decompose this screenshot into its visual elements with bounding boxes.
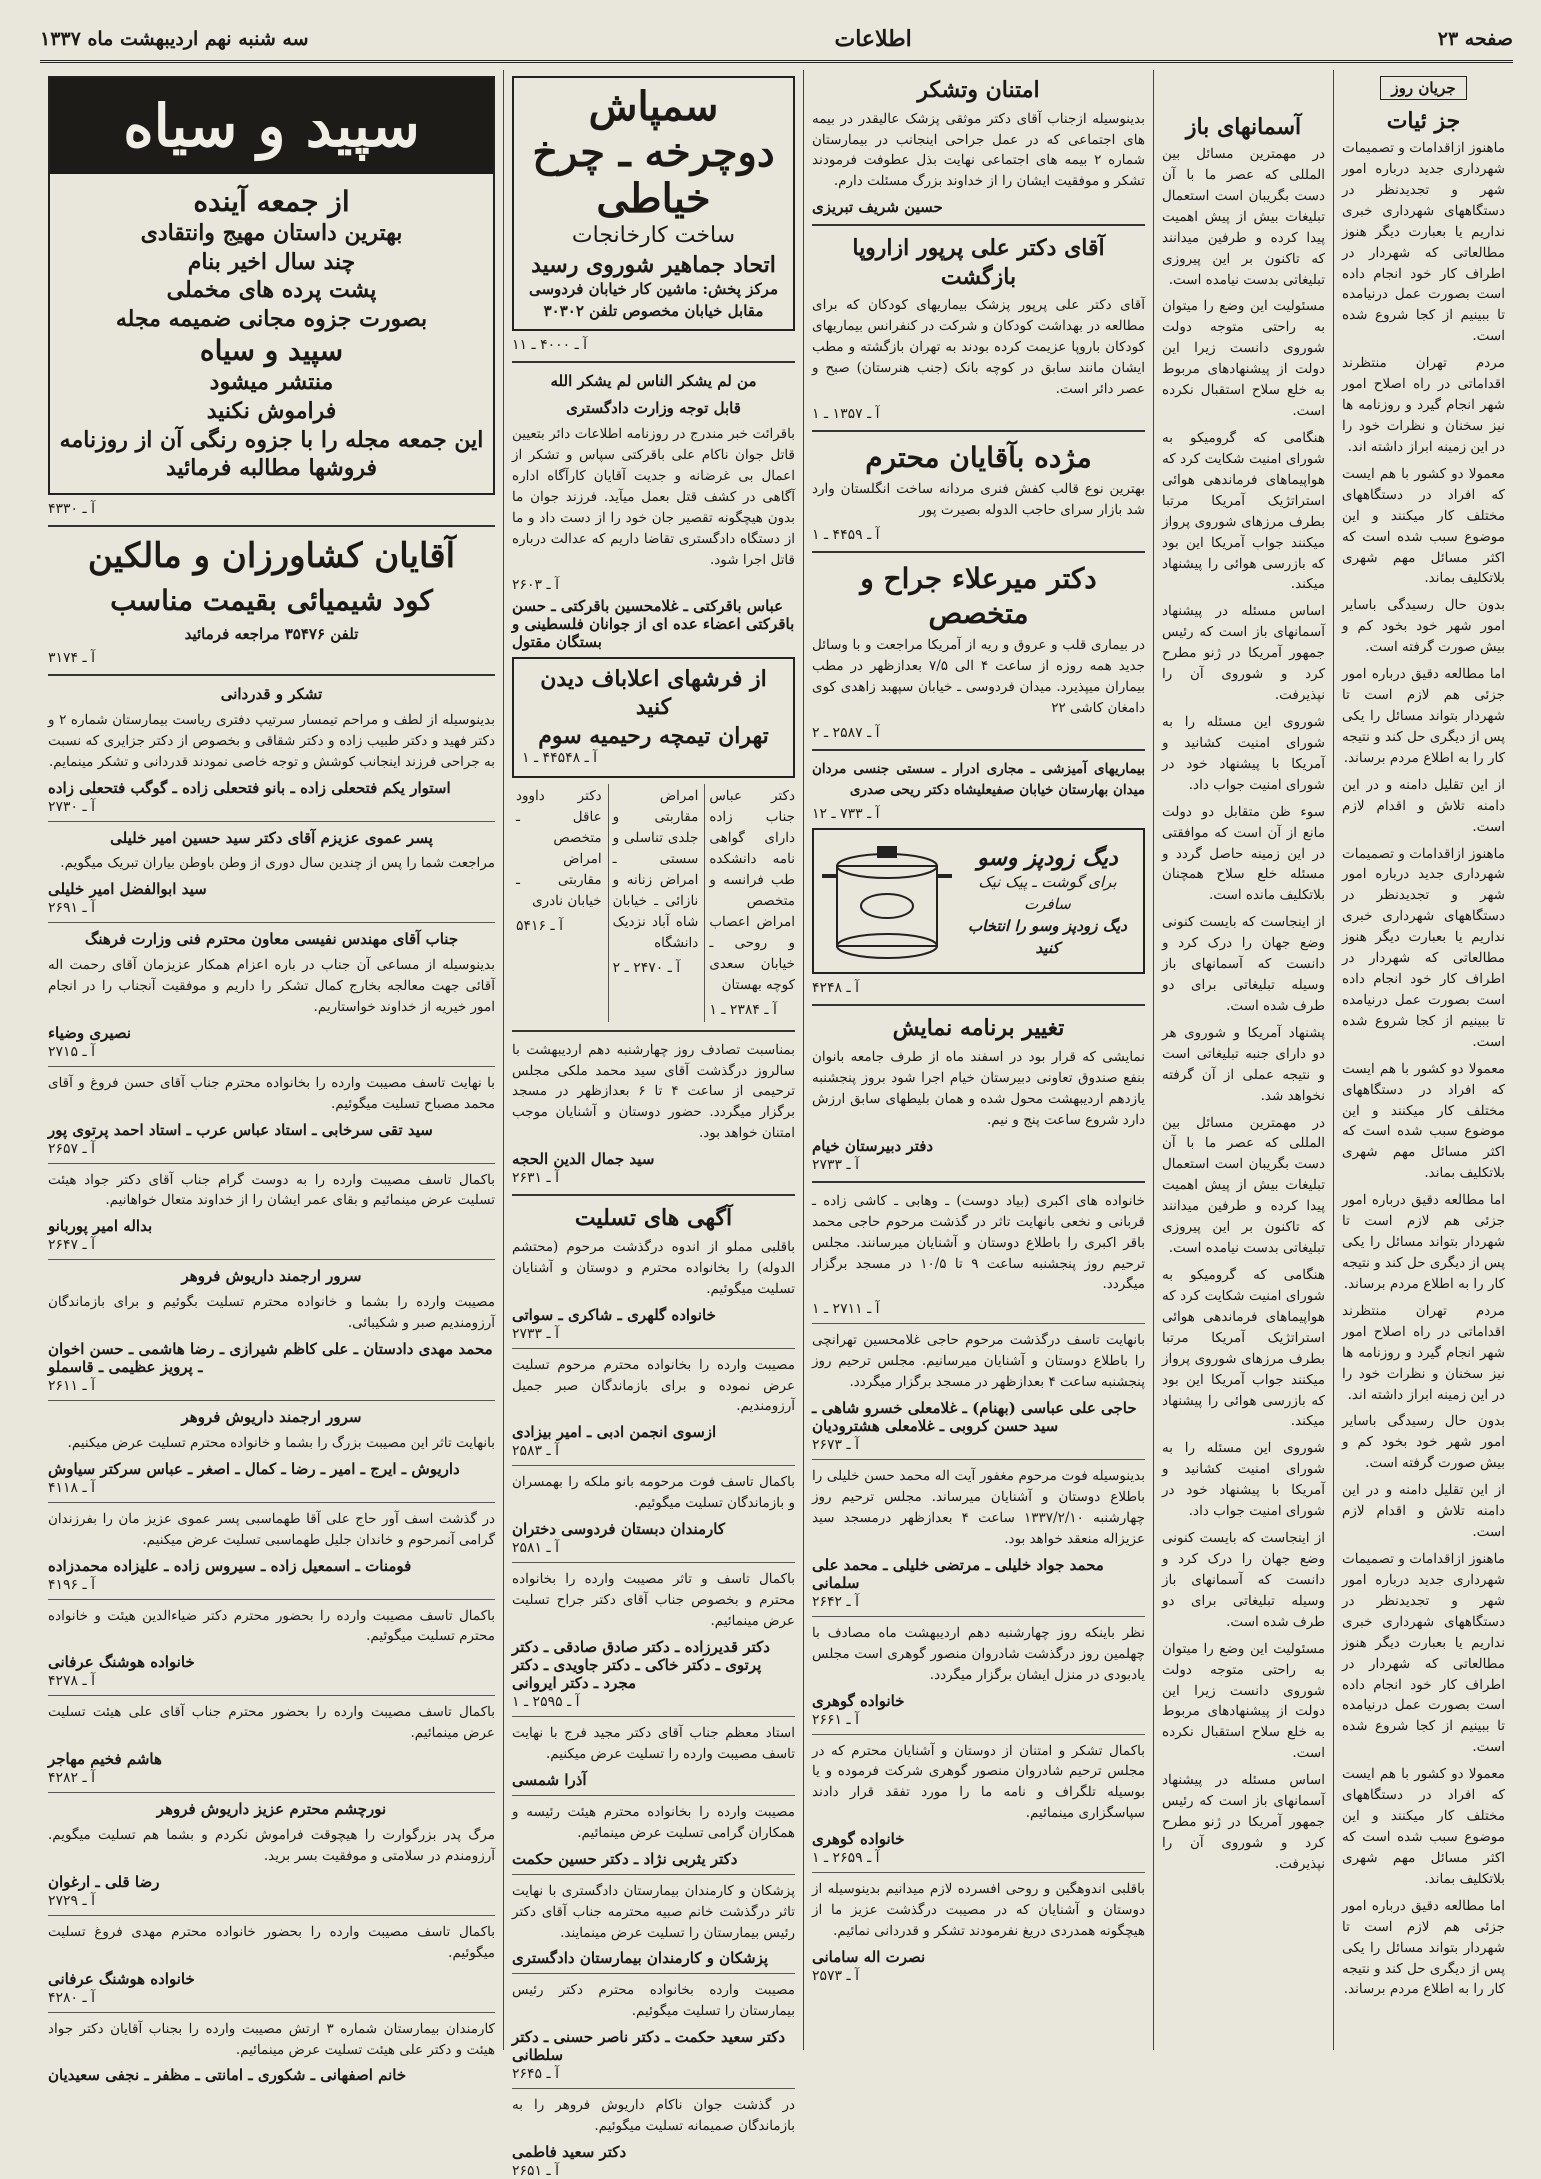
ad-text: نظر باینکه روز چهارشنبه دهم اردیبهشت ماه مصادف با چهلمین روز درگذشت شادروان منصور گوهری است مجلس یادبودی در منزل ایشان برگزار میگردد.: [812, 1624, 1145, 1683]
paragraph: معمولا دو کشور با هم ایست که افراد در دستگاههای مختلف کار میکنند و این موضوع سبب شده است که اکثر مسائل مهم شهری بلاتکلیف بماند.: [1342, 1766, 1505, 1887]
ad-signature: محمد مهدی دادستان ـ علی کاظم شیرازی ـ رضا هاشمی ـ حسن اخوان ـ پرویز عظیمی ـ قاسملو: [48, 1339, 493, 1376]
ad-signature: پزشکان و کارمندان بیمارستان دادگستری: [512, 1949, 769, 1968]
ad-code: آ ـ ۲۵۸۱: [512, 1540, 559, 1557]
section-title: آگهی های تسلیت: [574, 1205, 733, 1232]
ad-text: باقلبی اندوهگین و روحی افسرده لازم میدانیم بدینوسیله از دوستان و آشنایان که در مصیبت درگذشت عزیز ما از هیچگونه همدردی دریغ نفرمودند تشکر و قدردانی نمائیم.: [812, 1881, 1145, 1940]
paragraph: مردم تهران منتظرند اقداماتی در راه اصلاح امور شهر انجام گیرد و روزنامه ها نیز سخنان و نظرات خود را در این زمینه ابراز داشته اند.: [1342, 355, 1505, 455]
ad-code: آ ـ ۲۶۴۷: [48, 1237, 95, 1254]
ad-signature: نصرت اله سامانی: [812, 1948, 926, 1967]
ad-text: بانهایت تاسف درگذشت مرحوم حاجی غلامحسین تهرانچی را باطلاع دوستان و آشنایان میرسانیم. مجلس ترحیم روز پنجشنبه ساعت ۴ بعدازظهر در مسجد برگزار میگردد.: [812, 1332, 1145, 1391]
ad-signature: سید ابوالفضل امیر خلیلی: [48, 880, 207, 899]
ad-signature: ازسوی انجمن ادبی ـ امیر بیزادی: [512, 1423, 717, 1442]
ad-text: دکتر داوود عاقل ـ متخصص امراض مقاربتی ـ خیابان نادری: [515, 788, 602, 910]
ad-signature: دکتر سعید فاطمی: [512, 2143, 627, 2162]
ad-code: آ ـ ۲۶۴۵: [512, 2066, 559, 2083]
ad-signature: کارمندان دبستان فردوسی دختران: [512, 1520, 725, 1539]
ad-line: بصورت جزوه مجانی ضمیمه مجله: [115, 305, 428, 332]
paragraph: بدون حال رسیدگی باسایر امور شهر خود بخود کم و بیش صورت گرفته است.: [1342, 597, 1505, 656]
ad-code: آ ـ ۲۶۵۷: [48, 1140, 95, 1157]
ad-signature: حاجی علی عباسی (بهنام) ـ غلامعلی خسرو شاهی ـ سید حسن کروبی ـ غلامعلی هشترودیان: [812, 1399, 1137, 1436]
paragraph: ماهنوز ازاقدامات و تصمیمات شهرداری جدید درباره امور شهر و تجدیدنظر در دستگاههای شهرداری خبری نداریم یا بعبارت دیگر هنوز مطالعاتی که شهردار در اطراف کار خود انجام داده است بصورت عمل درنیامده تا ببینیم از کجا شروع شده است.: [1342, 845, 1505, 1050]
ad-signature: داریوش ـ ایرج ـ امیر ـ رضا ـ کمال ـ اصغر ـ عباس سرکتر سیاوش: [48, 1459, 460, 1478]
ad-text: باقرائت خبر مندرج در روزنامه اطلاعات دائر بتعیین قاتل جوان ناکام علی باقرکتی سپاس و تشکر از اعمال بی غرضانه و جدیت آقایان کارآگاه اداره آگاهی در کشف قتل بعمل میآید. فرزند جوان ما بدون هیچگونه تقصیر جان خود را از دست داد و ما از دستگاه دادگستری تقاضا داریم که عدالت درباره قاتل اجرا شود.: [512, 426, 795, 568]
paragraph: اساس مسئله در پیشنهاد آسمانهای باز است که رئیس جمهور آمریکا در ژنو مطرح کرد و شوروی آن را نپذیرفت.: [1162, 603, 1325, 704]
ad-text: امراض مقاربتی و جلدی تناسلی و سستی ـ امراض زنانه و نازائی ـ خیابان شاه آباد نزدیک دانشگاه: [612, 788, 699, 951]
ad-signature: خانواده گلهری ـ شاکری ـ سواتی: [512, 1305, 716, 1324]
ad-text: مراجعت شما را پس از چندین سال دوری از وطن باوطن بیاران تبریک میگویم.: [60, 855, 495, 872]
paragraph: از اینجاست که بایست کنونی وضع جهان را درک کرد و دانست که آسمانهای باز وسیله تبلیغاتی برای دو طرف شده است.: [1162, 914, 1325, 1014]
ad-title: سمپاش: [588, 83, 719, 130]
ad-code: آ ـ ۲۷۳۳: [512, 1325, 559, 1342]
paragraph: معمولا دو کشور با هم ایست که افراد در دستگاههای مختلف کار میکنند و این موضوع سبب شده است که اکثر مسائل مهم شهری بلاتکلیف بماند.: [1342, 465, 1505, 587]
pressure-cooker-ad: [812, 828, 1145, 974]
magazine-logo: سپید و سیاه: [50, 78, 493, 174]
ad-line: از فرشهای اعلاباف دیدن کنید: [540, 665, 767, 721]
doctor-ads-row: [512, 784, 795, 1021]
ad-title: دکتر میرعلاء جراح و متخصص: [860, 561, 1097, 630]
ad-signature: استوار یکم فتحعلی زاده ـ بانو فتحعلی زاده ـ گوگب فتحعلی زاده: [48, 778, 451, 797]
ad-title: سرور ارجمند داریوش فروهر: [181, 1267, 362, 1286]
ad-subtitle: قابل توجه وزارت دادگستری: [566, 399, 741, 418]
column-ads-1: [803, 70, 1153, 2050]
ad-text: مصیبت وارده را بشما و خانواده محترم تسلیت بگوئیم و برای بازماندگان آرزومندیم صبر و شکیبائی.: [48, 1294, 495, 1332]
ad-text: پزشکان و کارمندان بیمارستان دادگستری با نهایت تاثر درگذشت خانم صبیه محترمه جناب آقای دکتر رئیس بیمارستان را تسلیت عرض مینمایند.: [512, 1882, 795, 1941]
ad-line: فراموش نکنید: [206, 397, 337, 424]
ad-text: باکمال تشکر و امتنان از دوستان و آشنایان محترم که در مجلس ترحیم شادروان منصور گوهری شرکت فرموده و یا بوسیله تلگراف و نامه ما را مورد تفقد قرار دادند سپاسگزاری مینمائیم.: [812, 1742, 1145, 1822]
ad-code: آ ـ ۳۱۷۴: [48, 650, 95, 666]
ad-code: آ ـ ۲۴۷۰ ـ ۲: [612, 959, 681, 976]
ad-code: آ ـ ۴۱۱۸: [48, 1479, 95, 1496]
ad-line: دوچرخه ـ چرخ خیاطی: [532, 129, 775, 222]
ad-line: بهترین داستان مهیج وانتقادی: [140, 220, 403, 246]
ad-signature: دفتر دبیرستان خیام: [812, 1136, 934, 1155]
ad-code: آ ـ ۲۶۰۳: [512, 576, 559, 593]
columns: [40, 70, 1513, 2179]
ad-line: چند سال اخیر بنام: [187, 248, 356, 275]
ad-text: مرگ پدر بزرگوارت را هیچوقت فراموش نکردم و بشما هم تسلیت میگویم. آرزومندم در سلامتی و موفقیت بسر برید.: [48, 1826, 495, 1864]
ad-code: آ ـ ۲۶۹۱: [48, 900, 95, 917]
pressure-cooker-icon: [822, 836, 952, 966]
ad-title: نورچشم محترم عزیز داریوش فروهر: [156, 1800, 387, 1819]
ad-code: آ ـ ۴۲۸۰: [48, 1989, 95, 2006]
ad-code: آ ـ ۴۲۴۸: [812, 980, 859, 997]
ad-text: بدینوسیله از لطف و مراحم تیمسار سرتیپ دفتری ریاست بیمارستان شماره ۲ و دکتر فهید و دکتر طبیب زاده و دکتر شقاقی و بخصوص از دکتر جزایری که نسبت به جراحی فرزند اینجانب کوشش و توجه خاصی نمودند قدردانی و تشکر مینمایم.: [48, 711, 495, 770]
paragraph: از این تقلیل دامنه و در این دامنه تلاش و اقدام لازم است.: [1342, 1482, 1505, 1541]
ad-code: آ ـ ۲۳۸۴ ـ ۱: [709, 1001, 777, 1018]
ad-text: باکمال تاسف فوت مرحومه بانو ملکه را بهمسران و بازماندگان تسلیت میگوئیم.: [512, 1474, 795, 1512]
ad-code: آ ـ ۵۴۱۶: [515, 917, 563, 934]
ad-text: بدینوسیله از مساعی آن جناب در باره اعزام همکار عزیزمان آقای رحمت اله آقائی جهت معالجه بخارج کمال تشکر را داریم و موفقیت آنجناب را در انجام امور خیریه از خداوند خواستاریم.: [48, 956, 495, 1015]
ad-code: آ ـ ۴۰۰۰ ـ ۱۱: [512, 336, 588, 353]
column-ads-2: [503, 70, 803, 2179]
ad-code: آ ـ ۲۵۷۳: [812, 1968, 859, 1985]
ad-line: این جمعه مجله را با جزوه رنگی آن از روزنامه فروشها مطالبه فرمائید: [59, 426, 484, 482]
ad-line: پشت پرده های مخملی: [166, 277, 377, 304]
ad-code: آ ـ ۲۷۲۹: [48, 1892, 95, 1909]
ad-code: آ ـ ۲۶۵۹ ـ ۱: [812, 1850, 880, 1867]
ad-code: آ ـ ۷۳۳ ـ ۱۲: [812, 806, 880, 823]
ad-signature: هاشم فخیم مهاجر: [48, 1750, 162, 1769]
ad-text: بانهایت تاثر این مصیبت بزرگ را بشما و خانواده محترم تسلیت عرض میکنیم.: [67, 1434, 495, 1451]
ad-text: نمایشی که قرار بود در اسفند ماه از طرف جامعه بانوان بنفع صندوق تعاونی دبیرستان خیام اجرا شود بروز پنجشنبه یازدهم اردیبهشت محول شده و همان بلیطهای سابق ارزش دارد شروع ساعت پنج و نیم.: [812, 1049, 1145, 1128]
ad-text: در گذشت جوان ناکام داریوش فروهر را به بازماندگان صمیمانه تسلیت میگوئیم.: [512, 2097, 795, 2135]
ad-line: اتحاد جماهیر شوروی رسید: [531, 251, 776, 278]
ad-text: خانواده های اکبری (بیاد دوست) ـ وهابی ـ کاشی زاده ـ قربانی و نخعی بانهایت تاثر در گذشت مرحوم حاجی محمد باقر اکبری را باطلاع دوستان و آشنایان میرسانند. مجلس ترحیم روز پنجشنبه ساعت ۹ تا ۱۰/۵ در مسجد برگزار میگردد.: [812, 1192, 1146, 1293]
ad-signature: خانواده هوشنگ عرفانی: [48, 1969, 195, 1988]
ad-line: دیگ زودپز وسو: [977, 844, 1118, 871]
column-jozeiyat: [1333, 70, 1513, 2050]
paragraph: بدون حال رسیدگی باسایر امور شهر خود بخود کم و بیش صورت گرفته است.: [1342, 1413, 1505, 1472]
ad-signature: دکتر یثربی نژاد ـ دکتر حسین حکمت: [512, 1849, 738, 1868]
paragraph: اما مطالعه دقیق درباره امور جزئی هم لازم است تا شهردار بتواند مسائل را یکی پس از دیگری حل کند و نتیجه کار را به اطلاع مردم برساند.: [1342, 666, 1505, 766]
ad-code: آ ـ ۲۷۱۵: [48, 1043, 95, 1060]
sewing-machine-ad: [512, 76, 795, 331]
ad-text: باقلبی مملو از اندوه درگذشت مرحوم (محتشم الدوله) را بخانواده محترم و دوستان و آشنایان تسلیت میگوئیم.: [512, 1238, 795, 1297]
ad-code: آ ـ ۲۶۳۱: [512, 1170, 559, 1187]
ad-line: منتشر میشود: [209, 369, 334, 396]
ad-heading: از جمعه آینده: [193, 185, 350, 218]
ad-text: کارمندان بیمارستان شماره ۳ ارتش مصیبت وارده را بجناب آقایان دکتر جواد هیئت و دکتر علی هیئت تسلیت عرض مینمائیم.: [48, 2020, 495, 2058]
ad-title: مژده بآقایان محترم: [865, 441, 1092, 475]
ad-title: امتنان وتشکر: [917, 77, 1040, 103]
ad-code: آ ـ ۲۵۸۳: [512, 1443, 559, 1460]
ad-title: تغییر برنامه نمایش: [892, 1015, 1065, 1042]
ad-title: پسر عموی عزیزم آقای دکتر سید حسین امیر خلیلی: [110, 828, 433, 847]
column-title: جز ئیات: [1386, 108, 1461, 134]
paragraph: شوروی این مسئله را به شورای امنیت کشانید و آمریکا با پیشنهاد خود در شورای امنیت جواب داد.: [1162, 713, 1325, 793]
ad-line: تهران تیمچه رحیمیه سوم: [538, 722, 769, 749]
ad-text: بمناسبت تصادف روز چهارشنبه دهم اردیبهشت با سالروز درگذشت آقای سید محمد ملکی مجلس ترحیمی از ساعت ۴ تا ۶ بعدازظهر در مسجد برگزار میگردد. حضور دوستان و آشنایان موجب امتنان خواهد بود.: [512, 1041, 796, 1142]
ad-line: برای گوشت ـ پیک نیک: [978, 873, 1117, 892]
paragraph: هنگامی که گرومیکو به شورای امنیت شکایت کرد که هواپیماهای فرماندهی هوائی استراتژیک آمریکا مرتبا بطرف مرزهای شوروی پرواز میکنند جواب آمریکا این بود که بازرسی هوائی را پیشنهاد میکند.: [1162, 1267, 1325, 1430]
ad-code: آ ـ ۴۴۵۹ ـ ۱: [812, 526, 880, 543]
ad-title: سرور ارجمند داریوش فروهر: [181, 1407, 362, 1426]
ad-signature: محمد جواد خلیلی ـ مرتضی خلیلی ـ محمد علی سلمانی: [812, 1555, 1104, 1592]
carpet-ad: [512, 657, 795, 779]
ad-text: مصیبت وارده را بخانواده محترم هیئت رئیسه و همکاران گرامی تسلیت عرض مینمائیم.: [512, 1803, 795, 1841]
ad-code: آ ـ ۲۷۳۰: [48, 798, 95, 815]
ad-line: کود شیمیائی بقیمت مناسب: [110, 584, 433, 618]
paragraph: ماهنوز ازاقدامات و تصمیمات شهرداری جدید درباره امور شهر و تجدیدنظر در دستگاههای شهرداری خبری نداریم یا بعبارت دیگر هنوز مطالعاتی که شهردار در اطراف کار خود انجام داده است بصورت عمل درنیامده تا ببینیم از کجا شروع شده است.: [1342, 140, 1505, 345]
paragraph: ماهنوز ازاقدامات و تصمیمات شهرداری جدید درباره امور شهر و تجدیدنظر در دستگاههای شهرداری خبری نداریم یا بعبارت دیگر هنوز مطالعاتی که شهردار در اطراف کار خود انجام داده است بصورت عمل درنیامده تا ببینیم از کجا شروع شده است.: [1342, 1551, 1505, 1756]
ad-line: دیگ زودپز وسو را انتخاب کنید: [967, 916, 1127, 957]
ad-title: جناب آقای مهندس نفیسی معاون محترم فنی وزارت فرهنگ: [84, 930, 459, 949]
paragraph: از این تقلیل دامنه و در این دامنه تلاش و اقدام لازم است.: [1342, 776, 1505, 835]
paragraph: معمولا دو کشور با هم ایست که افراد در دستگاههای مختلف کار میکنند و این موضوع سبب شده است که اکثر مسائل مهم شهری بلاتکلیف بماند.: [1342, 1060, 1505, 1182]
ad-code: آ ـ ۴۳۳۰: [48, 500, 95, 517]
ad-code: آ ـ ۴۲۷۸: [48, 1673, 95, 1690]
ad-code: آ ـ ۲۶۷۳: [812, 1437, 859, 1454]
ad-code: آ ـ ۲۶۶۱: [812, 1711, 859, 1728]
ad-text: باکمال تاسف مصیبت وارده را بحضور محترم دکتر ضیاءالدین هیئت و خانواده محترم تسلیت میگوئیم.: [48, 1607, 495, 1645]
ad-text: بدینوسیله ازجناب آقای دکتر موثقی پزشک عالیقدر در بیمه های اجتماعی که در عمل جراحی اینجانب در بیمارستان شماره ۲ بیمه های اجتماعی نهایت بذل عطوفت فرمودند تشکر و موفقیت ایشان را از خداوند بزرگ مسئلت دارم.: [812, 110, 1145, 190]
ad-code: آ ـ ۲۵۹۵ ـ ۱: [512, 1693, 580, 1710]
paragraph: در مهمترین مسائل بین المللی که عصر ما با آن دست بگریبان است استعمال تبلیغات بیش از پیش اهمیت پیدا کرده و طرفین میدانند که تاکنون بر این پیروزی تبلیغاتی بدست نیامده است.: [1162, 1114, 1325, 1257]
ad-title: من لم یشکر الناس لم یشکر الله: [550, 371, 757, 390]
ad-signature: دکتر قدیرزاده ـ دکتر صادق صادقی ـ دکتر پرتوی ـ دکتر خاکی ـ دکتر جاویدی ـ دکتر مجرد ـ دکتر ایروانی: [512, 1637, 770, 1692]
ad-title: تشکر و قدردانی: [220, 685, 323, 703]
ad-text: بهترین نوع قالب کفش فنری مردانه ساخت انگلستان وارد شد بازار سرای حاجب الدوله بصیرت پور: [812, 481, 1145, 518]
ad-code: آ ـ ۲۵۸۷ ـ ۲: [812, 724, 880, 741]
paragraph: مردم تهران منتظرند اقداماتی در راه اصلاح امور شهر انجام گیرد و روزنامه ها نیز سخنان و نظرات خود را در این زمینه ابراز داشته اند.: [1342, 1302, 1505, 1403]
section-kicker: جریان روز: [1380, 76, 1466, 100]
ad-text: باکمال تاسف مصیبت وارده را بحضور خانواده محترم مهدی فروغ تسلیت میگوئیم.: [48, 1923, 495, 1961]
ad-code: آ ـ ۴۱۹۶: [48, 1576, 95, 1593]
ad-text: با نهایت تاسف مصیبت وارده را بخانواده محترم جناب آقای حسن فروغ و آقای محمد مصباح تسلیت میگوئیم.: [48, 1074, 495, 1112]
paragraph: اما مطالعه دقیق درباره امور جزئی هم لازم است تا شهردار بتواند مسائل را یکی پس از دیگری حل کند و نتیجه کار را به اطلاع مردم برساند.: [1342, 1897, 1505, 1998]
ad-text: در بیماری قلب و عروق و ریه از آمریکا مراجعت و با وسائل جدید همه روزه از ساعت ۴ الی ۷/۵ بعدازظهر در مطب بیماران میپذیرد. میدان فردوسی ـ خیابان سپهبد زاهدی کوی دامغان کاشی ۲۲: [812, 636, 1145, 716]
ad-code: آ ـ ۲۷۱۱ ـ ۱: [812, 1301, 880, 1318]
ad-text: باکمال تاسف مصیبت وارده را به دوست گرام جناب آقای دکتر جواد هیئت تسلیت عرض مینمائیم و بقای عمر ایشان را از خداوند متعال خواهانیم.: [48, 1171, 495, 1209]
column-ads-3: [40, 70, 503, 2085]
newspaper-name: اطلاعات: [834, 26, 912, 52]
ad-signature: خانواده گوهری: [812, 1691, 905, 1710]
paragraph: مسئولیت این وضع را میتوان به راحتی متوجه دولت شوروی دانست زیرا این دولت از پیشنهادهای مربوط به خلع سلاح استقبال نکرده است.: [1162, 298, 1325, 420]
ad-signature: خانواده هوشنگ عرفانی: [48, 1653, 195, 1672]
ad-text: بیماریهای آمیزشی ـ مجاری ادرار ـ سستی جنسی مردان میدان بهارستان خیابان صفیعلیشاه دکتر ریحی صدری: [812, 760, 1145, 798]
ad-title: آقایان کشاورزان و مالکین: [87, 535, 456, 576]
ad-signature: حسین شریف تبریزی: [812, 198, 943, 217]
ad-code: آ ـ ۲۷۳۳: [812, 1156, 859, 1173]
ad-text: استاد معظم جناب آقای دکتر مجید فرج با نهایت تاسف مصیبت وارده را تسلیت عرض میکنیم.: [512, 1724, 795, 1762]
ad-line: ساخت کارخانجات: [571, 223, 736, 248]
ad-line: مرکز پخش: ماشین کار خیابان فردوسی مقابل خیابان مخصوص تلفن ۳۰۳۰۲: [528, 280, 778, 320]
masthead: [40, 18, 1513, 63]
ad-text: باکمال تاسف مصیبت وارده را بحضور محترم جناب آقای علی هیئت تسلیت عرض مینمائیم.: [48, 1704, 495, 1742]
ad-signature: دکتر سعید حکمت ـ دکتر ناصر حسنی ـ دکتر سلطانی: [512, 2028, 786, 2065]
ad-title: آقای دکتر علی پرپور ازاروپا بازگشت: [852, 235, 1105, 290]
ad-code: آ ـ ۲۶۴۲: [812, 1593, 859, 1610]
ad-code: آ ـ ۴۴۵۴۸ ـ ۱: [522, 750, 598, 767]
ad-signature: سید تقی سرخابی ـ استاد عباس عرب ـ استاد احمد پرتوی پور: [48, 1120, 433, 1139]
ad-text: بدینوسیله فوت مرحوم مغفور آیت اله محمد حسن خلیلی را باطلاع دوستان و آشنایان میرساند. مجلس ترحیم روز چهارشنبه ۱۳۳۷/۲/۱۰ ساعت ۴ بعدازظهر درمسجد سید عزیزاله منعقد خواهد بود.: [812, 1468, 1145, 1547]
paragraph: مسئولیت این وضع را میتوان به راحتی متوجه دولت شوروی دانست زیرا این دولت از پیشنهادهای مربوط به خلع سلاح استقبال نکرده است.: [1162, 1640, 1325, 1762]
ad-text: در گذشت اسف آور حاج علی آقا طهماسبی پسر عموی عزیز مان را بفرزندان گرامی آنمرحوم و خاندان جلیل طهماسبی تسلیت عرض میکنیم.: [48, 1510, 495, 1548]
ad-signature: نصیری وضیاء: [48, 1023, 132, 1042]
paragraph: سوء ظن متقابل دو دولت مانع از آن است که موافقتی در این زمینه حاصل گردد و مسئله خلع سلاح همچنان بلاتکلیف مانده است.: [1162, 803, 1325, 904]
ad-line: سپید و سیاه: [199, 334, 344, 368]
paragraph: اما مطالعه دقیق درباره امور جزئی هم لازم است تا شهردار بتواند مسائل را یکی پس از دیگری حل کند و نتیجه کار را به اطلاع مردم برساند.: [1342, 1192, 1505, 1292]
paragraph: شوروی این مسئله را به شورای امنیت کشانید و آمریکا با پیشنهاد خود در شورای امنیت جواب داد.: [1162, 1440, 1325, 1520]
paragraph: هنگامی که گرومیکو به شورای امنیت شکایت کرد که هواپیماهای فرماندهی هوائی استراتژیک آمریکا مرتبا بطرف مرزهای شوروی پرواز میکنند جواب آمریکا این بود که بازرسی هوائی را پیشنهاد میکند.: [1162, 429, 1325, 593]
ad-text: دکتر عباس جناب زاده دارای گواهی نامه دانشکده طب فرانسه و متخصص امراض اعصاب و روحی ـ خیابان سعدی کوچه بهستان: [709, 788, 795, 993]
ad-signature: سید جمال الدین الحجه: [512, 1150, 655, 1169]
issue-date: سه شنبه نهم اردیبهشت ماه ۱۳۳۷: [40, 28, 309, 50]
ad-signature: عباس باقرکتی ـ غلامحسین باقرکتی ـ حسن باقرکتی اعضاء عده ای از جوانان فلسطینی و بستگان مقتول: [512, 596, 795, 651]
ad-signature: خانم اصفهانی ـ شکوری ـ امانتی ـ مظفر ـ نجفی سعیدیان: [48, 2066, 407, 2085]
ad-line: تلفن ۳۵۴۷۶ مراجعه فرمائید: [184, 625, 359, 644]
ad-text: باکمال تاسف و تاثر مصیبت وارده را بخانواده محترم و بخصوص جناب آقای دکتر جراح تسلیت عرض مینمائیم.: [512, 1571, 795, 1630]
ad-text: مصیبت وارده را بخانواده محترم مرحوم تسلیت عرض نموده و برای بازماندگان صبر جمیل آرزومندیم.: [512, 1356, 795, 1415]
ad-code: آ ـ ۴۲۸۲: [48, 1770, 95, 1787]
ad-code: آ ـ ۲۶۱۱: [48, 1377, 95, 1394]
ad-code: آ ـ ۱۳۵۷ ـ ۱: [812, 406, 880, 423]
ad-signature: بداله امیر پوربانو: [48, 1217, 153, 1236]
ad-signature: آذرا شمسی: [512, 1770, 587, 1789]
ad-signature: رضا قلی ـ ارغوان: [48, 1872, 160, 1891]
ad-text: آقای دکتر علی پرپور پزشک بیماریهای کودکان که برای مطالعه در بهداشت کودکان و شرکت در کنفرانس بیماریهای کودکان باروپا عزیمت کرده بودند به تهران بازگشته و مطب ایشان مانند سابق در کوچه بانک (جنب هنرستان) صبح و عصر دائر است.: [812, 297, 1145, 398]
column-open-skies: [1153, 70, 1333, 2050]
paragraph: در مهمترین مسائل بین المللی که عصر ما با آن دست بگریبان است استعمال تبلیغات بیش از پیش اهمیت پیدا کرده و طرفین میدانند که تاکنون بر این پیروزی تبلیغاتی بدست نیامده است.: [1162, 146, 1325, 288]
page-number: صفحه ۲۳: [1437, 28, 1513, 50]
magazine-ad: [48, 76, 495, 495]
ad-signature: خانواده گوهری: [812, 1830, 905, 1849]
paragraph: از اینجاست که بایست کنونی وضع جهان را درک کرد و دانست که آسمانهای باز وسیله تبلیغاتی برای دو طرف شده است.: [1162, 1530, 1325, 1630]
paragraph: پشنهاد آمریکا و شوروی هر دو دارای جنبه تبلیغاتی است و نتیجه عملی از آن گرفته نخواهد شد.: [1162, 1024, 1325, 1104]
ad-code: آ ـ ۲۶۵۱: [512, 2163, 559, 2179]
column-title: آسمانهای باز: [1185, 114, 1302, 140]
ad-text: مصیبت وارده بخانواده محترم دکتر رئیس بیمارستان را تسلیت میگوئیم.: [512, 1982, 795, 2020]
ad-line: سافرت: [1024, 895, 1071, 913]
paragraph: اساس مسئله در پیشنهاد آسمانهای باز است که رئیس جمهور آمریکا در ژنو مطرح کرد و شوروی آن را نپذیرفت.: [1162, 1772, 1325, 1872]
ad-signature: فومنات ـ اسمعیل زاده ـ سیروس زاده ـ علیزاده محمدزاده: [48, 1556, 412, 1575]
